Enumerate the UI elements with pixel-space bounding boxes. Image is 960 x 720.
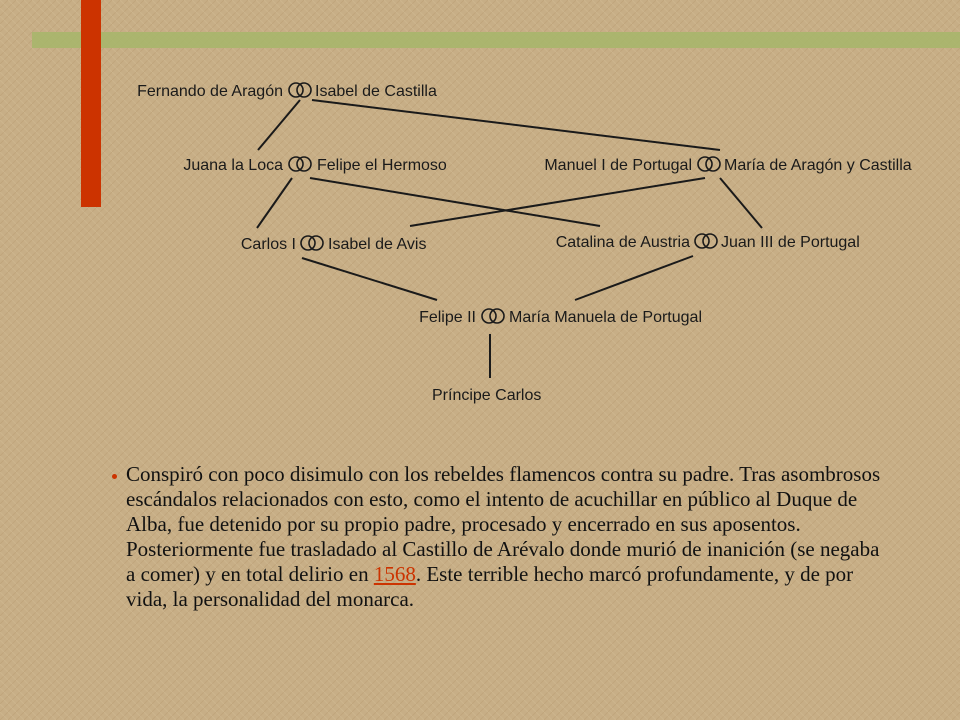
person-maria-manuela-de-portugal: María Manuela de Portugal xyxy=(509,309,702,326)
person-felipe-el-hermoso: Felipe el Hermoso xyxy=(317,157,447,174)
body-text-after: . Este terrible hecho marcó profundamente, y de por vida, la personalidad del monarca. xyxy=(126,562,854,611)
marriage-rings-icon xyxy=(482,309,504,323)
person-catalina-de-austria: Catalina de Austria xyxy=(555,234,690,251)
person-carlos-i: Carlos I xyxy=(240,236,296,253)
marriage-rings-icon xyxy=(289,83,311,97)
person-principe-carlos: Príncipe Carlos xyxy=(432,387,542,404)
person-fernando-de-aragon: Fernando de Aragón xyxy=(137,83,283,100)
marriage-rings-icon xyxy=(301,236,323,250)
year-1568-link[interactable]: 1568 xyxy=(373,562,416,586)
body-text-before: Conspiró con poco disimulo con los rebeldes flamencos contra su padre. Tras asombrosos escándalos relacionados con esto, como el intento de acuchillar en público al Duque de Alba, fue detenido por su propio padre, procesado y encerrado en sus aposentos. Posteriormente fue trasladado al Castillo de Arévalo donde murió de inanición (se negaba a comer) y en total delirio en xyxy=(126,462,881,586)
person-isabel-de-avis: Isabel de Avis xyxy=(328,236,427,253)
person-juan-iii-de-portugal: Juan III de Portugal xyxy=(721,234,860,251)
marriage-rings-icon xyxy=(695,234,717,248)
marriage-rings-icon xyxy=(289,157,311,171)
person-manuel-i-de-portugal: Manuel I de Portugal xyxy=(544,157,692,174)
bullet-point xyxy=(112,474,117,479)
body-paragraph xyxy=(126,462,886,612)
person-felipe-ii: Felipe II xyxy=(419,309,476,326)
person-juana-la-loca: Juana la Loca xyxy=(183,157,283,174)
person-isabel-de-castilla: Isabel de Castilla xyxy=(315,83,437,100)
marriage-rings-icon xyxy=(698,157,720,171)
person-maria-de-aragon-y-castilla: María de Aragón y Castilla xyxy=(724,157,912,174)
